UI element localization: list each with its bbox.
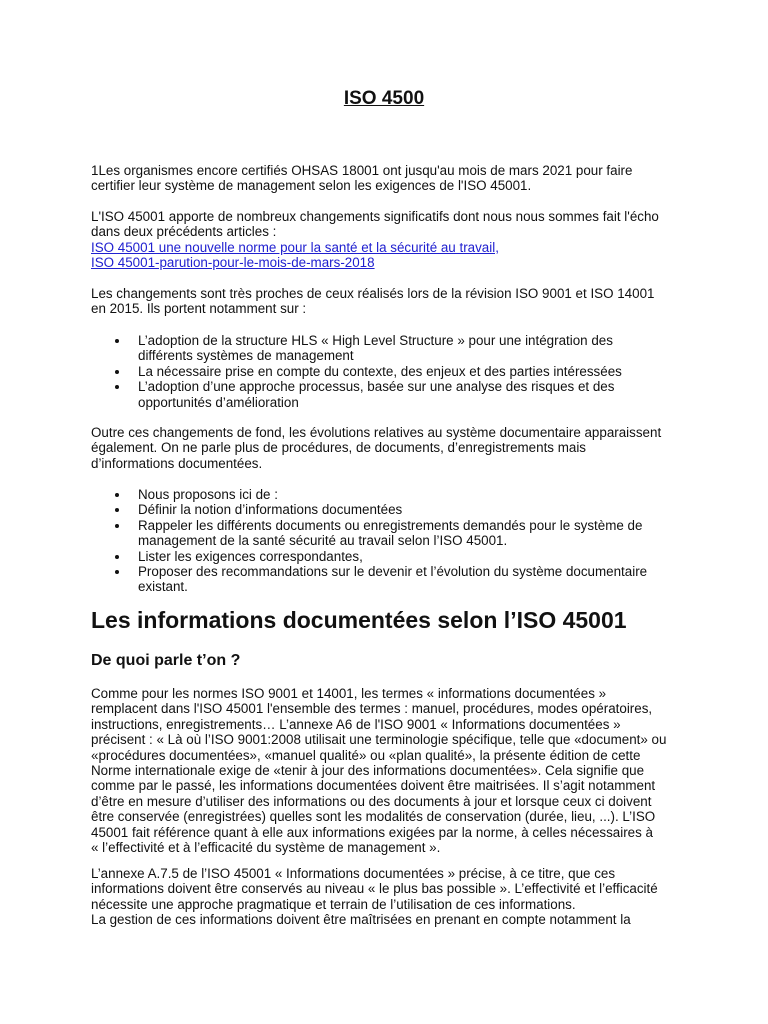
text-line: dans deux précédents articles : xyxy=(91,224,277,240)
paragraph-articles xyxy=(91,209,659,271)
text-line: L'ISO 45001 apporte de nombreux changements significatifs dont nous nous sommes fait l'écho xyxy=(91,209,659,224)
article-link-new-standard[interactable]: ISO 45001 une nouvelle norme pour la santé et la sécurité au travail, xyxy=(91,239,499,255)
text-line: Proposer des recommandations sur le devenir et l’évolution du système documentaire xyxy=(138,564,648,580)
subsection-heading: De quoi parle t’on ? xyxy=(91,652,241,669)
text-line: précisent : « Là où l’ISO 9001:2008 utilisait une terminologie spécifique, telle que «document» ou xyxy=(91,732,667,748)
text-line: Nous proposons ici de : xyxy=(138,487,278,502)
text-line: management de la santé sécurité au travail selon l’ISO 45001. xyxy=(138,533,508,549)
text-line: L’adoption de la structure HLS « High Level Structure » pour une intégration des xyxy=(138,333,613,348)
text-line: La gestion de ces informations doivent être maîtrisées en prenant en compte notamment la xyxy=(91,912,631,928)
paragraph-definition xyxy=(91,686,666,855)
text-line: Les changements sont très proches de ceux réalisés lors de la révision ISO 9001 et ISO 14001 xyxy=(91,286,655,301)
text-line: 1Les organismes encore certifiés OHSAS 18001 ont jusqu'au mois de mars 2021 pour faire xyxy=(91,163,633,178)
list-item xyxy=(91,518,647,549)
proposals-list xyxy=(91,487,647,595)
text-line: différents systèmes de management xyxy=(138,348,354,364)
section-heading: Les informations documentées selon l’ISO 45001 xyxy=(91,607,627,633)
text-line: Rappeler les différents documents ou enregistrements demandés pour le système de xyxy=(138,517,643,533)
text-line: Norme internationale exige de «tenir à jour des informations documentées». Cela signifie que xyxy=(91,763,645,779)
text-line: Définir la notion d’informations documentées xyxy=(138,502,403,518)
text-line: « l’effectivité et à l’efficacité du système de management ». xyxy=(91,840,441,856)
text-line: nécessite une approche pragmatique et terrain de l’utilisation de ces informations. xyxy=(91,896,576,912)
text-line: d’être en mesure d’utiliser des informations ou des documents à jour et lorsque ceux ci doivent xyxy=(91,793,652,809)
list-item xyxy=(91,487,647,502)
text-line: La nécessaire prise en compte du contexte, des enjeux et des parties intéressées xyxy=(138,363,622,379)
text-line: Outre ces changements de fond, les évolutions relatives au système documentaire apparaissent xyxy=(91,425,662,440)
text-line: L’adoption d’une approche processus, basée sur une analyse des risques et des xyxy=(138,379,615,395)
list-item xyxy=(91,549,647,564)
text-line: remplacent dans l'ISO 45001 l'ensemble des termes : manuel, procédures, modes opératoires, xyxy=(91,701,653,717)
paragraph-documentation xyxy=(91,425,661,471)
text-line: Lister les exigences correspondantes, xyxy=(138,548,363,564)
list-item xyxy=(91,333,622,364)
text-line: «procédures documentées», «manuel qualité» ou «plan qualité», la présente édition de cette xyxy=(91,747,641,763)
text-line: en 2015. Ils portent notamment sur : xyxy=(91,301,307,317)
text-line: existant. xyxy=(138,579,188,595)
text-line: être conservée (enregistrées) quelles sont les modalités de conservation (durée, lieu, ...). L’ISO xyxy=(91,809,656,825)
paragraph-intro xyxy=(91,163,632,194)
text-line: opportunités d’amélioration xyxy=(138,394,299,410)
text-line: 45001 fait référence quant à elle aux informations exigées par la norme, à celles nécessaires à xyxy=(91,824,653,840)
paragraph-changes xyxy=(91,286,654,317)
text-line: également. On ne parle plus de procédures, de documents, d’enregistrements mais xyxy=(91,440,586,456)
article-link-publication[interactable]: ISO 45001-parution-pour-le-mois-de-mars-2018 xyxy=(91,255,375,271)
changes-list xyxy=(91,333,622,410)
list-item xyxy=(91,379,622,410)
text-line: instructions, enregistrements… L’annexe A6 de l'ISO 9001 « Informations documentées » xyxy=(91,716,621,732)
document-title: ISO 4500 xyxy=(343,88,425,109)
text-line: L’annexe A.7.5 de l’ISO 45001 « Informations documentées » précise, à ce titre, que ces xyxy=(91,866,616,881)
list-item xyxy=(91,564,647,595)
list-item xyxy=(91,364,622,379)
text-line: comme par le passé, les informations documentées doivent être maitrisées. Il s’agit notamment xyxy=(91,778,656,794)
list-item xyxy=(91,502,647,517)
text-line: Comme pour les normes ISO 9001 et 14001, les termes « informations documentées » xyxy=(91,686,607,701)
paragraph-annex xyxy=(91,866,658,928)
text-line: certifier leur système de management selon les exigences de l'ISO 45001. xyxy=(91,178,532,194)
text-line: informations doivent être conservés au niveau « le plus bas possible ». L’effectivité et l’efficacité xyxy=(91,881,658,897)
text-line: d’informations documentées. xyxy=(91,455,263,471)
